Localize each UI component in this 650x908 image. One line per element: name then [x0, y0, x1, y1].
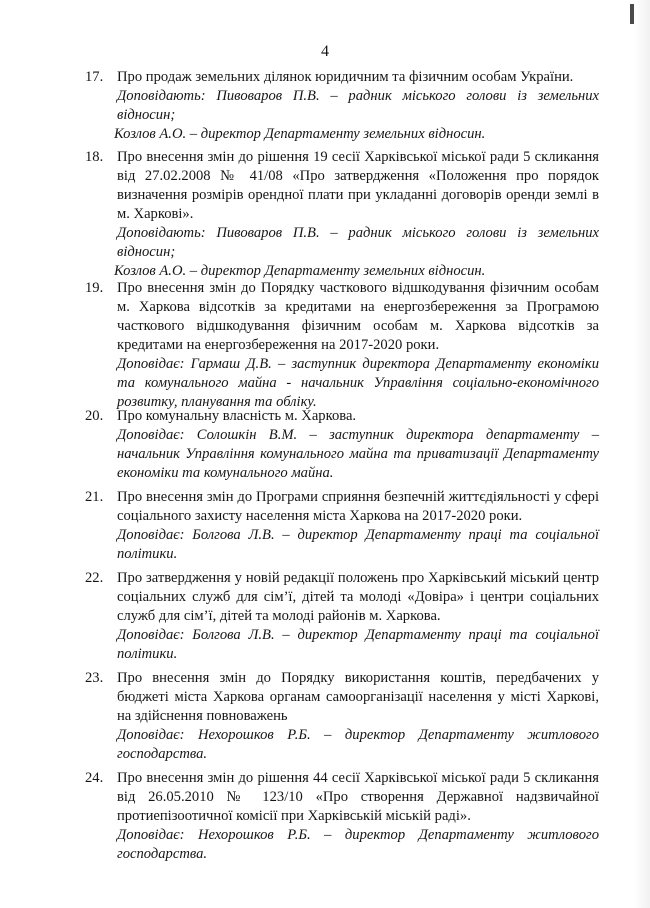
item-speaker: Козлов А.О. – директор Департаменту земельних відносин. [114, 126, 486, 142]
item-title: Про продаж земельних ділянок юридичним та фізичним особам України. [117, 69, 574, 85]
item-number: 18. [85, 149, 104, 165]
item-speaker: Доповідає: Нехорошков Р.Б. – директор Департаменту житлового господарства. [117, 827, 599, 862]
item-title: Про внесення змін до Програми сприяння безпечній життєдіяльності у сфері соціального захисту населення міста Харкова на 2017-2020 роки. [117, 489, 599, 524]
item-title: Про внесення змін до рішення 19 сесії Харківської міської ради 5 скликання від 27.02.2008 № 41/08 «Про затвердження «Положення про порядок визначення розмірів орендної плати при укладанні договорів оренди землі в м. Харкові». [117, 149, 599, 222]
item-number: 24. [85, 770, 104, 786]
item-title: Про внесення змін до Порядку часткового відшкодування фізичним особам м. Харкова відсотків за кредитами на енергозбереження за Програмою часткового відшкодування фізичним особам м. Харкова відсотків за кредитами на енергозбереження на 2017-2020 роки. [117, 280, 599, 353]
scan-edge-shadow [634, 0, 650, 908]
item-speaker: Доповідає: Нехорошков Р.Б. – директор Департаменту житлового господарства. [117, 727, 599, 762]
item-speaker: Доповідає: Солошкін В.М. – заступник директора департаменту – начальник Управління комунального майна та приватизації Департаменту економіки та комунального майна. [117, 427, 599, 481]
page-number: 4 [321, 43, 329, 60]
item-number: 23. [85, 670, 104, 686]
item-speaker: Доповідають: Пивоваров П.В. – радник міського голови із земельних відносин; [117, 88, 599, 123]
item-number: 22. [85, 570, 104, 586]
agenda-item-24 [85, 769, 599, 864]
item-number: 17. [85, 69, 104, 85]
agenda-item-20 [85, 407, 599, 483]
item-number: 20. [85, 408, 104, 424]
item-title: Про комунальну власність м. Харкова. [117, 408, 357, 424]
item-number: 21. [85, 489, 104, 505]
agenda-item-21 [85, 488, 599, 564]
item-speaker: Козлов А.О. – директор Департаменту земельних відносин. [114, 263, 486, 279]
item-speaker: Доповідає: Болгова Л.В. – директор Департаменту праці та соціальної політики. [117, 527, 599, 562]
item-number: 19. [85, 280, 104, 296]
item-title: Про внесення змін до рішення 44 сесії Харківської міської ради 5 скликання від 26.05.2010 № 123/10 «Про створення Державної надзвичайної протиепізоотичної комісії при Харківській міській раді». [117, 770, 599, 824]
agenda-item-23 [85, 669, 599, 764]
agenda-item-22 [85, 569, 599, 664]
item-title: Про затвердження у новій редакції положень про Харківський міський центр соціальних служб для сім’ї, дітей та молоді «Довіра» і центри соціальних служб для сім’ї, дітей та молоді районів м. Харкова. [117, 570, 599, 624]
item-title: Про внесення змін до Порядку використання коштів, передбачених у бюджеті міста Харкова органам самоорганізації населення у місті Харкові, на здійснення повноважень [117, 670, 599, 724]
scan-corner-mark [630, 4, 634, 24]
agenda-item-19 [85, 279, 599, 412]
item-speaker: Доповідає: Гармаш Д.В. – заступник директора Департаменту економіки та комунального майна - начальник Управління соціально-економічного розвитку, планування та обліку. [117, 356, 599, 410]
item-speaker: Доповідає: Болгова Л.В. – директор Департаменту праці та соціальної політики. [117, 627, 599, 662]
agenda-item-18 [85, 148, 599, 281]
agenda-item-17 [85, 68, 599, 144]
item-speaker: Доповідають: Пивоваров П.В. – радник міського голови із земельних відносин; [117, 225, 599, 260]
